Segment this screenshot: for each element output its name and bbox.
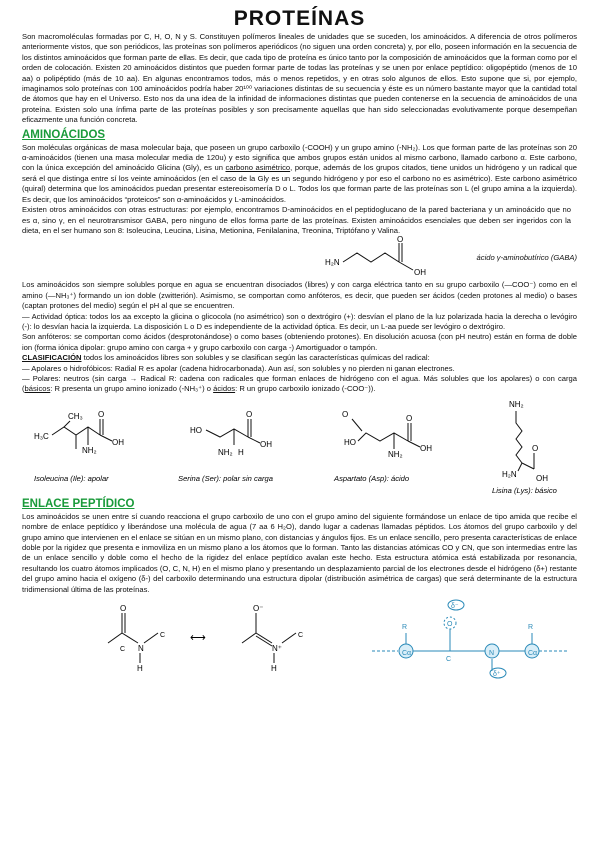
svg-text:OH: OH <box>112 437 124 447</box>
svg-text:C: C <box>120 646 126 654</box>
aminoacidos-paragraph-3: Los aminoácidos son siempre solubles porque en agua se encuentran disociados (libres) y con carga eléctrica tanto en su grupo carboxilo (—COO⁻) como en el amino (—NH₃⁺) formando un ion doble (zwitterión). Asimismo, se comportan como anfóteros, es decir, que pueden ser ácidos (ceden protones al medio) o bases (captan protones del medio) según el pH al que se encuentren. <box>22 280 577 311</box>
page-title: PROTEÍNAS <box>233 7 366 30</box>
svg-text:N: N <box>489 650 495 658</box>
svg-text:O: O <box>98 409 105 419</box>
svg-text:C: C <box>446 656 452 664</box>
peptide-resonance-diagram <box>22 599 577 679</box>
aminoacid-structures <box>22 397 577 495</box>
svg-text:O: O <box>447 621 453 629</box>
svg-text:C: C <box>298 632 304 640</box>
clasificacion-paragraph: CLASIFICACIÓN todos los aminoácidos libres son solubles y se clasifican según las características químicas del radical: <box>22 353 430 363</box>
gaba-figure <box>22 234 577 280</box>
svg-text:OH: OH <box>413 268 426 278</box>
svg-text:δ⁺: δ⁺ <box>493 671 501 679</box>
svg-text:NH₂: NH₂ <box>509 399 524 409</box>
resonance-structure-1 <box>108 604 165 673</box>
section-heading-enlace-peptidico: ENLACE PEPTÍDICO <box>22 497 135 510</box>
svg-text:NH₂: NH₂ <box>82 445 97 455</box>
intro-paragraph: Son macromoléculas formadas por C, H, O, N y S. Constituyen polímeros lineales de unidades que se suceden, los aminoácidos. A diferencia de otros polímeros anteriormente vistos, que son periódicos, las proteínas son polímeros aperiódicos (no siguen una orden concreta) y, por ello, poseen información en la secuencia de los distintos aminoácidos que forman parte de ellas. Es decir, que cada tipo de proteína es único tanto por la composición de aminoácidos que la forman como por el orden de colocación. Existen 20 aminoácidos distintos que pueden formar parte de todas las proteínas y se unen por enlace peptídico: oligopéptido (menos de 10 aa) o polipéptido (más de 10 aa). En algunas encontramos todos, más o menos repetidos, y en otras solo algunos de ellos. Esto supone que si, por ejemplo, imaginamos solo proteínas con 100 aminoácidos podría haber 20¹⁰⁰ variaciones distintas de su secuencia y éste es un número bastante mayor que la cantidad total de átomos que hay en el Universo. Esto nos da una idea de la infinidad de informaciones distintas que pueden contenerse en la secuencia de aminoácidos de una proteína. Existen solo una ínfima parte de las proteínas posibles y son precisamente aquellas que han sido seleccionadas evolutivamente porque desempeñan eficazmente una función concreta. <box>22 32 577 125</box>
aspartate-caption: Aspartato (Asp): ácido <box>334 473 410 483</box>
gaba-structure-diagram <box>323 235 473 279</box>
svg-text:O: O <box>532 443 539 453</box>
gaba-row <box>22 205 577 236</box>
svg-text:HO: HO <box>190 425 202 435</box>
serine-structure <box>190 410 272 457</box>
gaba-caption: ácido γ-aminobutírico (GABA) <box>476 252 577 262</box>
aspartate-structure <box>342 410 432 459</box>
carbono-asimetrico-term: carbono asimétrico <box>225 163 291 173</box>
svg-text:OH: OH <box>420 443 432 453</box>
isoleucine-structure <box>34 410 124 455</box>
aminoacid-structures-diagram <box>22 397 577 495</box>
enlace-peptidico-paragraph: Los aminoácidos se unen entre sí cuando reacciona el grupo carboxilo de uno con el grupo amino del siguiente formándose un enlace de tipo amida que recibe el nombre de enlace peptídico y liberándose una molécula de agua (7 aa 6 H₂O), dando lugar a cadenas llamadas péptidos. Los átomos del grupo carboxilo y del grupo amino que intervienen en el enlace se sitúan en un mismo plano, con distancias y ángulos fijos. Es un enlace sencillo, pero presenta características de enlace doble por la rigidez que presenta e inmoviliza en un mismo plano a los átomos que lo forman. Tanto las distancias atómicas CO y CN, que son intermedias entre las de un enlace sencillo y doble como el hecho de la rigidez del enlace peptídico avalan este hecho. Esta estructura atómica está estabilizada por resonancia, resultando los cuatro átomos implicados (O, C, N, H) en el mismo plano y presentando un desplazamiento parcial de los electrones desde el hidrógeno (δ+) restante del grupo amino hacia el oxígeno (δ-) del carboxilo determinando una estructura dipolar (distribución asimétrica de cargas) que será determinante de la estructura tridimensional última de las proteínas. <box>22 511 577 594</box>
svg-text:O: O <box>342 409 349 419</box>
svg-text:O⁻: O⁻ <box>253 604 264 614</box>
serine-caption: Serina (Ser): polar sin carga <box>178 473 273 483</box>
svg-text:Cα: Cα <box>528 650 538 658</box>
svg-text:HO: HO <box>344 437 356 447</box>
acidos-term: ácidos <box>213 384 236 394</box>
svg-text:NH₂: NH₂ <box>218 447 233 457</box>
peptide-bond-figures <box>22 599 577 679</box>
lysine-caption: Lisina (Lys): básico <box>492 485 557 495</box>
resonance-structure-2 <box>242 604 303 673</box>
svg-text:NH₂: NH₂ <box>388 449 403 459</box>
svg-text:H₂N: H₂N <box>324 258 340 268</box>
svg-text:H: H <box>271 664 277 674</box>
isoleucine-caption: Isoleucina (Ile): apolar <box>34 473 109 483</box>
svg-text:δ⁻: δ⁻ <box>451 603 459 611</box>
svg-text:N⁺: N⁺ <box>272 644 282 654</box>
polares-paragraph: — Polares: neutros (sin carga → Radical R: cadena con radicales que forman enlaces de hidrógeno con el agua. Más solubles que los apolares) o con carga (básicos: R presenta un grupo amino ionizado (-NH₃⁺) o ácidos: R un grupo carboxilo ionizado (-COO⁻)). <box>22 373 577 394</box>
resonance-arrow: ⟷ <box>190 632 206 645</box>
svg-text:H₃C: H₃C <box>34 431 49 441</box>
svg-text:H: H <box>137 664 143 674</box>
svg-text:C: C <box>160 632 166 640</box>
svg-text:CH₃: CH₃ <box>68 411 83 421</box>
aminoacidos-paragraph-2: Existen otros aminoácidos con otras estructuras: por ejemplo, encontramos D-aminoácidos en el peptidoglucano de la pared bacteriana y un aminoácido que no es α, sino γ, en el neurotransmisor GABA, pero ninguno de ellos forma parte de las proteínas. Existen aminoácidos esenciales que deben ser ingeridos con la dieta, en el ser humano son 8: Isoleucina, Leucina, Lisina, Metionina, Fenilalanina, Treonina, Triptófano y Valina. <box>22 205 571 235</box>
peptide-plane-labels <box>402 603 537 678</box>
lysine-structure <box>502 400 548 483</box>
svg-text:O: O <box>406 413 413 423</box>
basicos-term: básicos <box>24 384 51 394</box>
svg-text:O: O <box>396 235 403 245</box>
aminoacidos-paragraph-1: Son moléculas orgánicas de masa molecular baja, que poseen un grupo carboxilo (-COOH) y un grupo amino (-NH₂). Los que forman parte de las proteínas son 20 α-aminoácidos (tienen una masa molecular media de 120u) y esto significa que ambos grupos están unidos al mismo carbono, llamado carbono α. Este carbono, con la única excepción del aminoácido Glicina (Gly), es un carbono asimétrico, porque, además de los grupos citados, tiene unidos un hidrógeno y un radical que será el que distinga entre sí los veinte aminoácidos (en el caso de la Gly es un segundo hidrógeno y por eso el carbono no es asimétrico). Este carbono asimétrico (quiral) determina que los aminoácidos puedan presentar estereoisomería D o L. Todos los que forman parte de las proteínas son L (el grupo amina a la izquierda). Es decir, que los aminoácidos “proteicos” son α-aminoácidos y L-aminoácidos. <box>22 142 577 204</box>
svg-text:R: R <box>528 624 534 632</box>
svg-text:R: R <box>402 624 408 632</box>
svg-text:H₂N: H₂N <box>502 469 517 479</box>
svg-text:H: H <box>238 447 244 457</box>
clasificacion-label: CLASIFICACIÓN <box>22 353 82 363</box>
svg-text:OH: OH <box>260 439 272 449</box>
section-heading-aminoacidos: AMINOÁCIDOS <box>22 128 106 141</box>
svg-text:Cα: Cα <box>402 650 412 658</box>
anfoteros-paragraph: Son anfóteros: se comportan como ácidos (desprotonándose) o como bases (obteniendo protones). En disolución acuosa (con pH neutro) están en forma de doble ion (forma iónica dipolar: grupo amino con carga + y grupo carboxilo con carga -) Amortiguador o tampón. <box>22 332 577 352</box>
apolares-paragraph: — Apolares o hidrofóbicos: Radial R es apolar (cadena hidrocarbonada). Aun así, son solubles y no pierden ni ganan electrones. <box>22 363 455 373</box>
svg-text:O: O <box>120 604 127 614</box>
peptide-plane-figure <box>372 600 567 678</box>
svg-text:OH: OH <box>536 473 548 483</box>
svg-text:N: N <box>138 644 144 654</box>
svg-text:O: O <box>246 409 253 419</box>
actividad-optica-paragraph: — Actividad óptica: todos los aa excepto la glicina o glicocola (no asimétrico) son o dextrógiro (+): desvían el plano de la luz polarizada hacia la derecha o levógiro (-): lo desvían hacia la izquierda. La disposición L o D es independiente de la actividad óptica. Es decir, un L-aa puede ser levógiro o dextrógiro. <box>22 311 577 331</box>
